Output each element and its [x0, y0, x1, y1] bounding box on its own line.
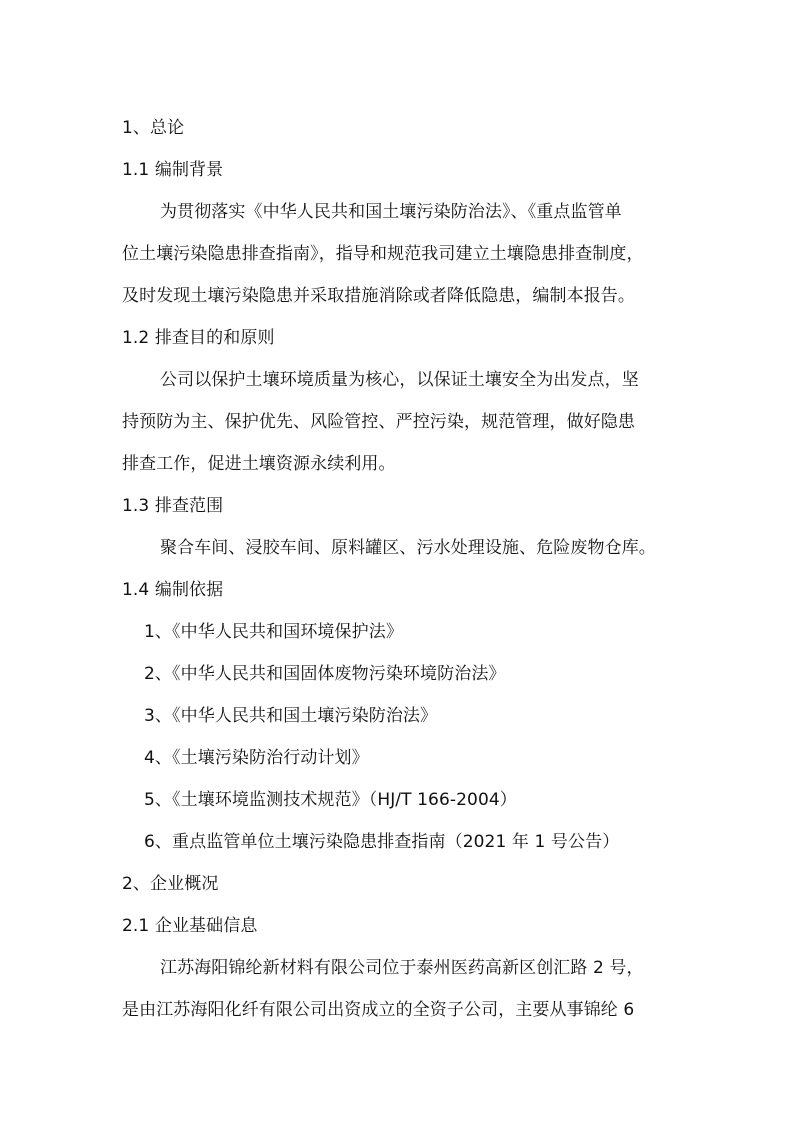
paragraph-line: 持预防为主、保护优先、风险管控、严控污染，规范管理，做好隐患 — [122, 412, 635, 432]
section-heading: 1、总论 — [122, 118, 185, 138]
list-item: 5、《土壤环境监测技术规范》（HJ/T 166-2004） — [144, 790, 517, 810]
paragraph-line: 是由江苏海阳化纤有限公司出资成立的全资子公司，主要从事锦纶 6 — [122, 1000, 635, 1020]
subsection-heading: 1.3 排查范围 — [122, 496, 224, 516]
paragraph-line: 位土壤污染隐患排查指南》，指导和规范我司建立土壤隐患排查制度， — [122, 244, 644, 264]
list-item: 2、《中华人民共和国固体废物污染环境防治法》 — [144, 664, 506, 684]
paragraph-line: 排查工作，促进土壤资源永续利用。 — [122, 454, 396, 474]
subsection-heading: 1.4 编制依据 — [122, 580, 224, 600]
subsection-heading: 2.1 企业基础信息 — [122, 916, 258, 936]
list-item: 3、《中华人民共和国土壤污染防治法》 — [144, 706, 438, 726]
section-heading: 2、企业概况 — [122, 874, 219, 894]
paragraph-line: 公司以保护土壤环境质量为核心，以保证土壤安全为出发点，坚 — [160, 370, 639, 390]
list-item: 1、《中华人民共和国环境保护法》 — [144, 622, 403, 642]
paragraph-line: 聚合车间、浸胶车间、原料罐区、污水处理设施、危险废物仓库。 — [160, 538, 656, 558]
paragraph-line: 及时发现土壤污染隐患并采取措施消除或者降低隐患，编制本报告。 — [122, 286, 635, 306]
list-item: 6、重点监管单位土壤污染隐患排查指南（2021 年 1 号公告） — [144, 832, 620, 852]
paragraph-line: 江苏海阳锦纶新材料有限公司位于泰州医药高新区创汇路 2 号， — [160, 958, 644, 978]
subsection-heading: 1.2 排查目的和原则 — [122, 328, 275, 348]
subsection-heading: 1.1 编制背景 — [122, 160, 224, 180]
paragraph-line: 为贯彻落实《中华人民共和国土壤污染防治法》、《重点监管单 — [160, 202, 622, 222]
list-item: 4、《土壤污染防治行动计划》 — [144, 748, 369, 768]
